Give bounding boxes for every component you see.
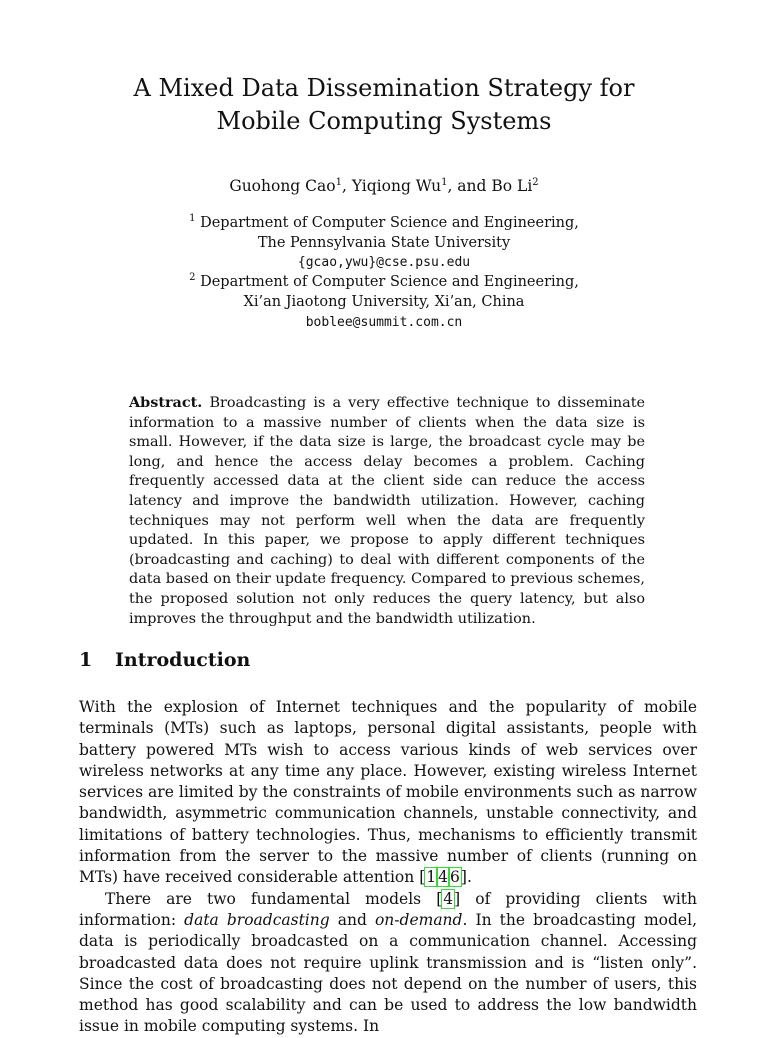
affiliations xyxy=(0,214,768,332)
affil-email: {gcao,ywu}@cse.psu.edu xyxy=(297,255,471,271)
affil-institution: The Pennsylvania State University xyxy=(257,234,511,251)
affil-dept: Department of Computer Science and Engineering, xyxy=(200,274,579,291)
paragraph-text: With the explosion of Internet techniques and the popularity of mobile terminals (MTs) such as laptops, personal digital assistants, people with battery powered MTs wish to access various kinds of web services over wireless networks at any time any place. However, existing wireless Internet services are limited by the constraints of mobile environments such as narrow bandwidth, asymmetric communication channels, unstable connectivity, and limitations of battery technologies. Thus, mechanisms to efficiently transmit information from the server to the massive number of clients (running on MTs) have received considerable attention xyxy=(79,698,697,887)
emphasis-term: data broadcasting xyxy=(184,910,330,929)
author-affil-mark: 1 xyxy=(441,176,448,188)
author-separator: , xyxy=(341,177,352,195)
paragraph-end: . xyxy=(466,868,472,887)
body-text xyxy=(79,697,697,1038)
paragraph: There are two fundamental models [4] of providing clients with information: data broadcasting and on-demand. In the broadcasting model, data is periodically broadcasted on a communication channel. Accessing broadcasted data does not require uplink transmission and is “listen only”. Since the cost of broadcasting does not depend on the number of users, this method has good scalability and can be used to address the low bandwidth issue in mobile computing systems. In xyxy=(79,889,698,1036)
paragraph-text: There are two fundamental models xyxy=(105,889,437,908)
paper-title xyxy=(0,72,768,138)
citation-link[interactable]: 4 xyxy=(438,868,448,887)
section-title: Introduction xyxy=(115,649,251,671)
title-line-2: Mobile Computing Systems xyxy=(216,107,552,135)
author-separator: , and xyxy=(447,177,492,195)
paragraph-text: . In the broadcasting model, data is periodically broadcasted on a communication channel. Accessing broadcasted data does not require uplink transmission and is “listen only”. Since the cost of broadcasting does not depend on the number of users, this method has good scalability and can be used to address the low bandwidth issue in mobile computing systems. In xyxy=(79,910,697,1036)
citation-link[interactable]: 4 xyxy=(443,889,454,908)
title-line-1: A Mixed Data Dissemination Strategy for xyxy=(133,74,635,102)
author-affil-mark: 1 xyxy=(335,176,342,188)
affil-mark: 2 xyxy=(189,272,196,284)
paragraph-text: of providing clients with information: xyxy=(79,889,698,929)
abstract-text: Broadcasting is a very effective technique to disseminate information to a massive number of clients when the data size is small. However, if the data size is large, the broadcast cycle may be long, and hence the access delay becomes a problem. Caching frequently accessed data at the client side can reduce the access latency and improve the bandwidth utilization. However, caching techniques may not perform well when the data are frequently updated. In this paper, we propose to apply different techniques (broadcasting and caching) to deal with different components of the data based on their update frequency. Compared to previous schemes, the proposed solution not only reduces the query latency, but also improves the throughput and the bandwidth utilization. xyxy=(129,395,646,627)
emphasis-term: on-demand xyxy=(374,910,463,929)
section-number: 1 xyxy=(79,649,93,671)
affiliation-line xyxy=(0,273,768,293)
author-list xyxy=(0,176,768,196)
abstract-label: Abstract. xyxy=(129,394,203,411)
section-heading xyxy=(79,647,250,673)
abstract xyxy=(129,393,645,629)
affil-email: boblee@summit.com.cn xyxy=(305,314,463,330)
citation-link[interactable]: 6 xyxy=(450,868,460,887)
author-name: Yiqiong Wu xyxy=(351,177,442,195)
paragraph: With the explosion of Internet techniques and the popularity of mobile terminals (MTs) such as laptops, personal digital assistants, people with battery powered MTs wish to access various kinds of web services over wireless networks at any time any place. However, existing wireless Internet services are limited by the constraints of mobile environments such as narrow bandwidth, asymmetric communication channels, unstable connectivity, and limitations of battery technologies. Thus, mechanisms to efficiently transmit information from the server to the massive number of clients (running on MTs) have received considerable attention [1 4 6]. xyxy=(79,698,697,887)
affil-mark: 1 xyxy=(189,213,196,225)
affiliation-line xyxy=(0,214,768,234)
paragraph-text: and xyxy=(329,910,375,929)
author-affil-mark: 2 xyxy=(532,176,539,188)
affil-institution: Xi’an Jiaotong University, Xi’an, China xyxy=(243,293,525,310)
affil-dept: Department of Computer Science and Engineering, xyxy=(200,215,579,231)
citation-link[interactable]: 1 xyxy=(426,868,437,887)
author-name: Guohong Cao xyxy=(229,177,336,195)
author-name: Bo Li xyxy=(491,177,533,195)
